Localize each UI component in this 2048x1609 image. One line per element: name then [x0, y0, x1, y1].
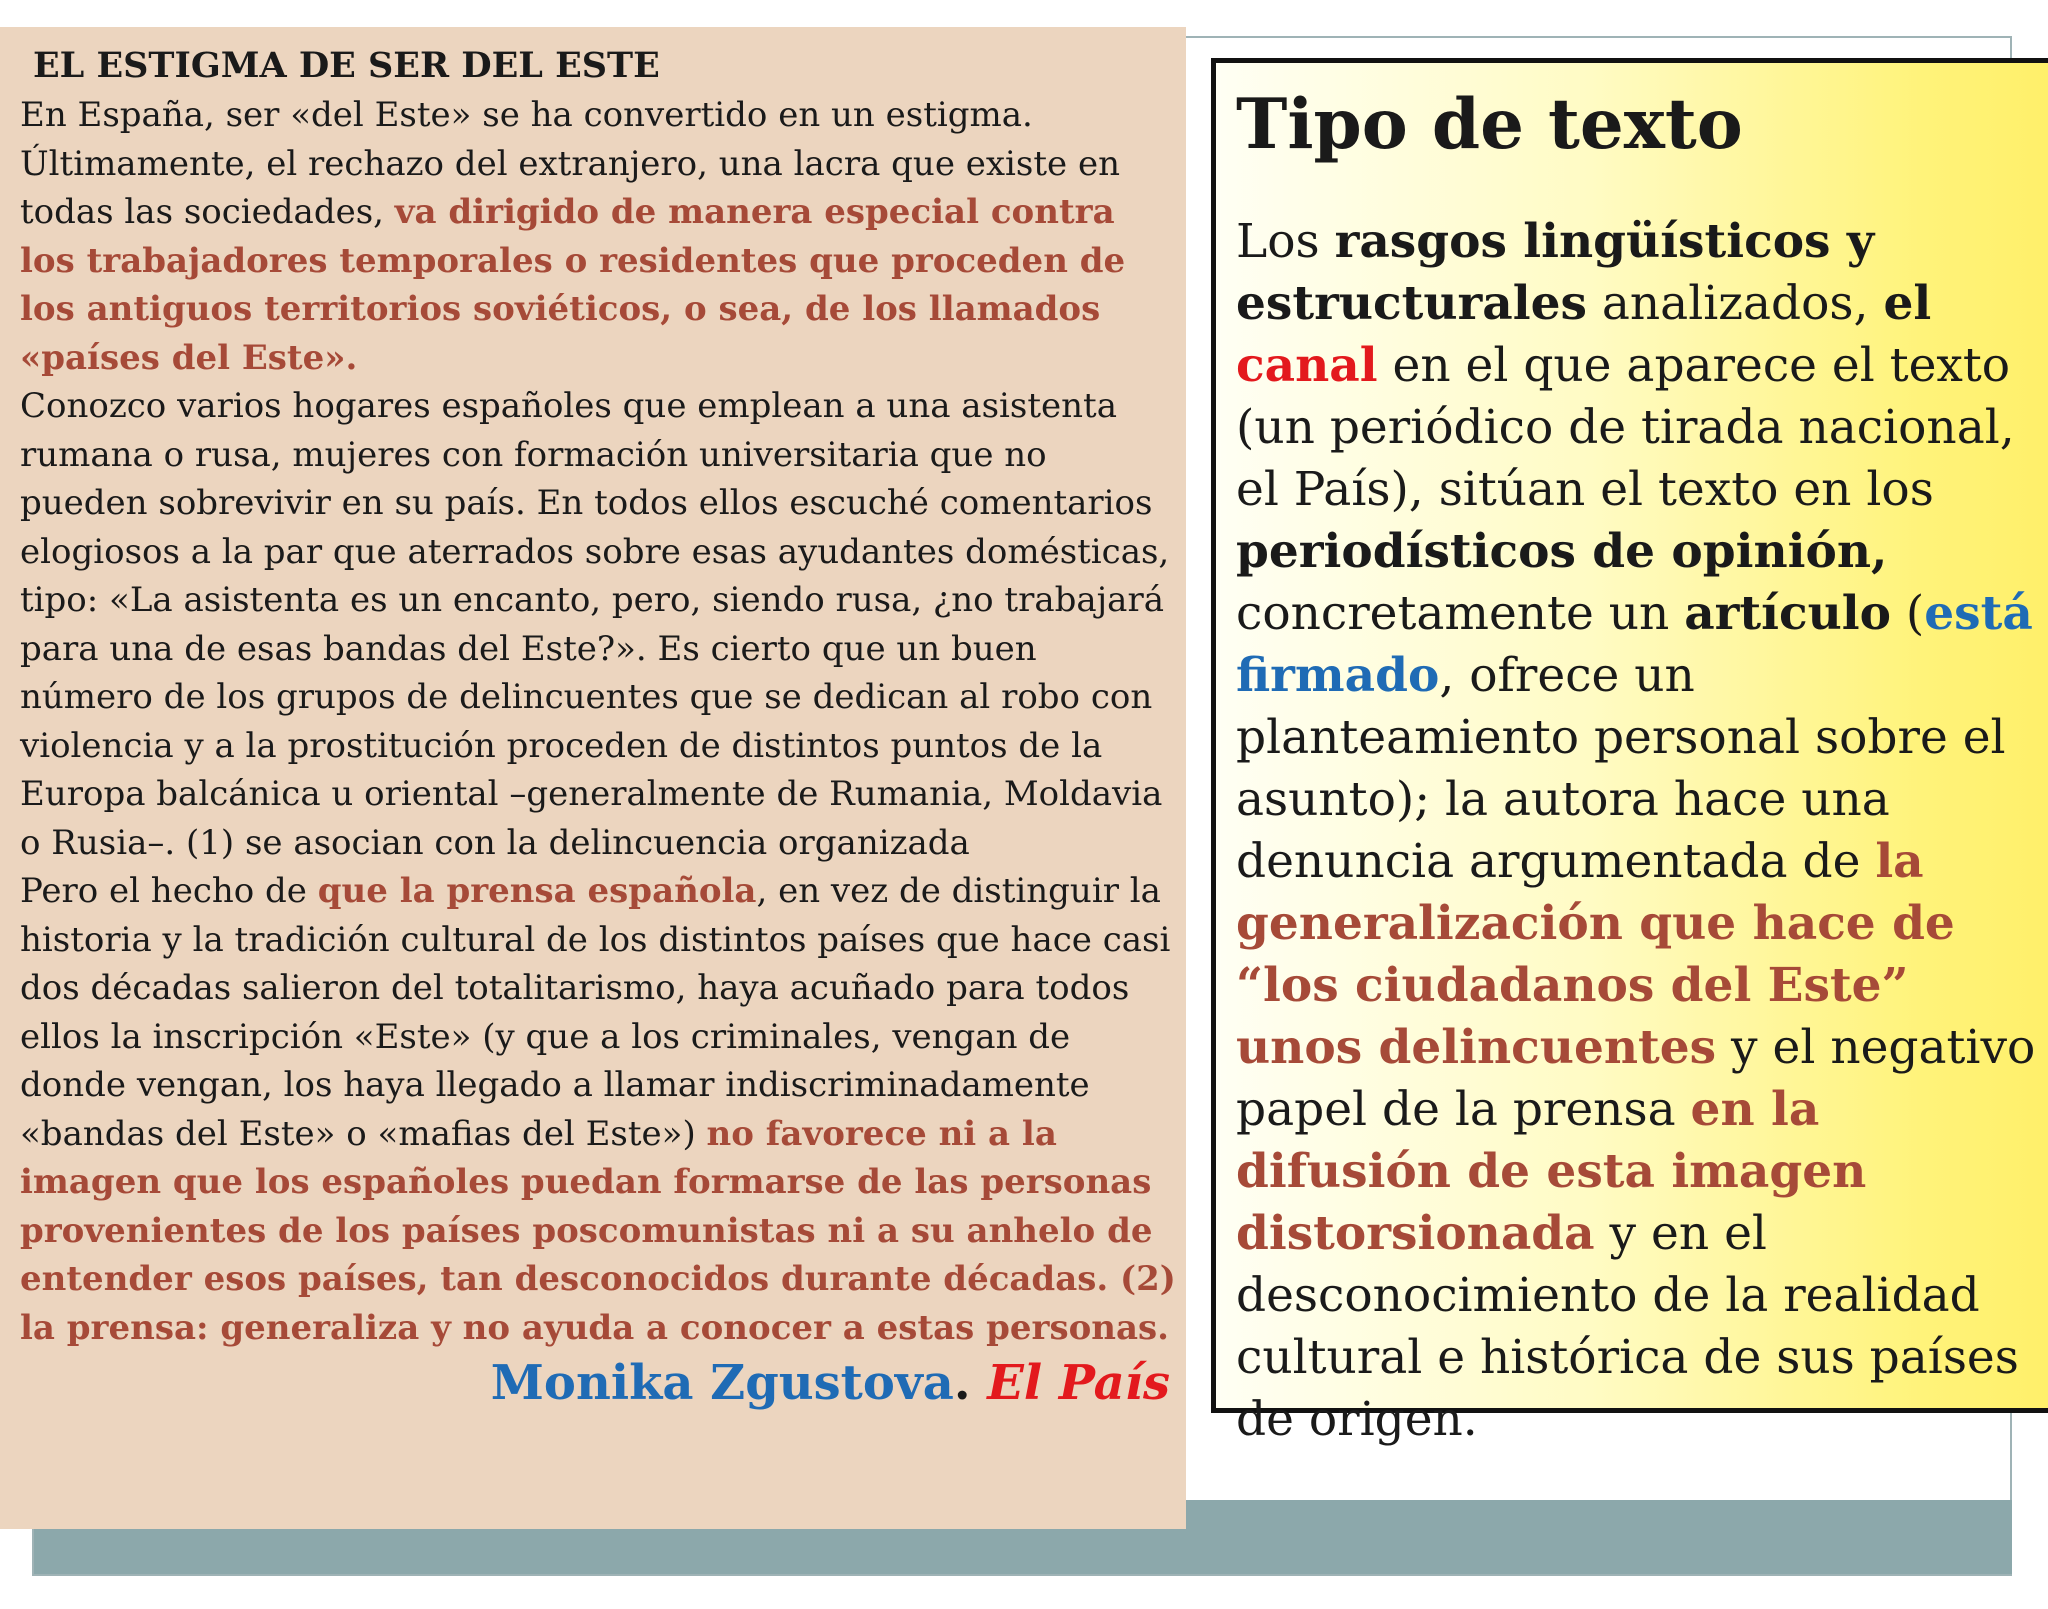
tb-5: canal [1236, 338, 1378, 393]
article-paragraph-2: Conozco varios hogares españoles que emplean a una asistenta rumana o rusa, mujeres con formación universitaria que no pueden sobrevivir en su país. En todos ellos escuché comentarios elogiosos a la par que aterrados sobre esas ayudantes domésticas, tipo: «La asistenta es un encanto, pero, siendo rusa, ¿no trabajará para una de esas bandas del Este?». Es cierto que un buen número de los grupos de delincuentes que se dedican al robo con violencia y a la prostitución proceden de distintos puntos de la Europa balcánica u oriental –generalmente de Rumania, Moldavia o Rusia–. (1) se asocian con la delincuencia organizada [20, 386, 1170, 863]
article-title: EL ESTIGMA DE SER DEL ESTE [33, 45, 660, 86]
type-heading: Tipo de texto [1236, 84, 1743, 165]
tb-11: está firmado [1236, 586, 2033, 703]
p1-highlight: va dirigido de manera especial contra los trabajadores temporales o residentes que proceden de los antiguos territorios soviéticos, o sea, de los llamados «países del Este». [20, 192, 1126, 378]
newspaper-name: El País [987, 1355, 1170, 1411]
tb-10: ( [1890, 586, 1925, 641]
tb-3: analizados, [1586, 276, 1884, 331]
tb-12: , ofrece un planteamiento personal sobre el asunto); la autora hace una denuncia argumentada de [1236, 648, 2006, 889]
tb-15: en la difusión de esta imagen distorsionada [1236, 1082, 1867, 1261]
signature-separator: . [953, 1355, 971, 1411]
tb-6: en el que aparece el texto (un periódico de tirada nacional, el País), sitúan el texto en los [1236, 338, 2015, 517]
p3-text-b: , en vez de distinguir la historia y la tradición cultural de los distintos países que hace casi dos décadas salieron del totalitarismo, haya acuñado para todos ellos la inscripción «Este» (y que a los criminales, vengan de donde vengan, los haya llegado a llamar indiscriminadamente «bandas del Este» o «mafias del Este») [20, 871, 1171, 1154]
tb-7: periodísticos de opinión, [1236, 524, 1888, 579]
tb-9: artículo [1684, 586, 1891, 641]
article-paragraph-1 [20, 91, 1176, 382]
tb-4: el [1883, 276, 1932, 331]
tb-14: y el negativo papel de la prensa [1236, 1020, 2036, 1137]
text-type-box [1211, 58, 2048, 1447]
tb-2: rasgos lingüísticos y estructurales [1236, 214, 1875, 331]
tb-16: y en el desconocimiento de la realidad cultural e histórica de sus países de origen. [1236, 1206, 2019, 1447]
tb-1: Los [1236, 214, 1335, 269]
p3-highlight: que la prensa española [317, 871, 757, 911]
p1-text: En España, ser «del Este» se ha convertido en un estigma. Últimamente, el rechazo del extranjero, una lacra que existe en todas las sociedades, [20, 95, 1120, 232]
p3-highlight-2: no favorece ni a la imagen que los españoles puedan formarse de las personas provenientes de los países poscomunistas ni a su anhelo de entender esos países, tan desconocidos durante décadas. (2) la prensa: generaliza y no ayuda a conocer a estas personas. [20, 1113, 1176, 1348]
p3-text-a: Pero el hecho de [20, 871, 318, 911]
author-name: Monika Zgustova [490, 1355, 954, 1411]
type-explanation [1236, 211, 2038, 1451]
tb-13: la generalización que hace de “los ciudadanos del Este” unos delincuentes [1236, 834, 1955, 1075]
signature [20, 1352, 1176, 1414]
article-paragraph-3 [20, 867, 1176, 1352]
article-panel [0, 27, 1186, 1529]
tb-8: concretamente un [1236, 586, 1685, 641]
